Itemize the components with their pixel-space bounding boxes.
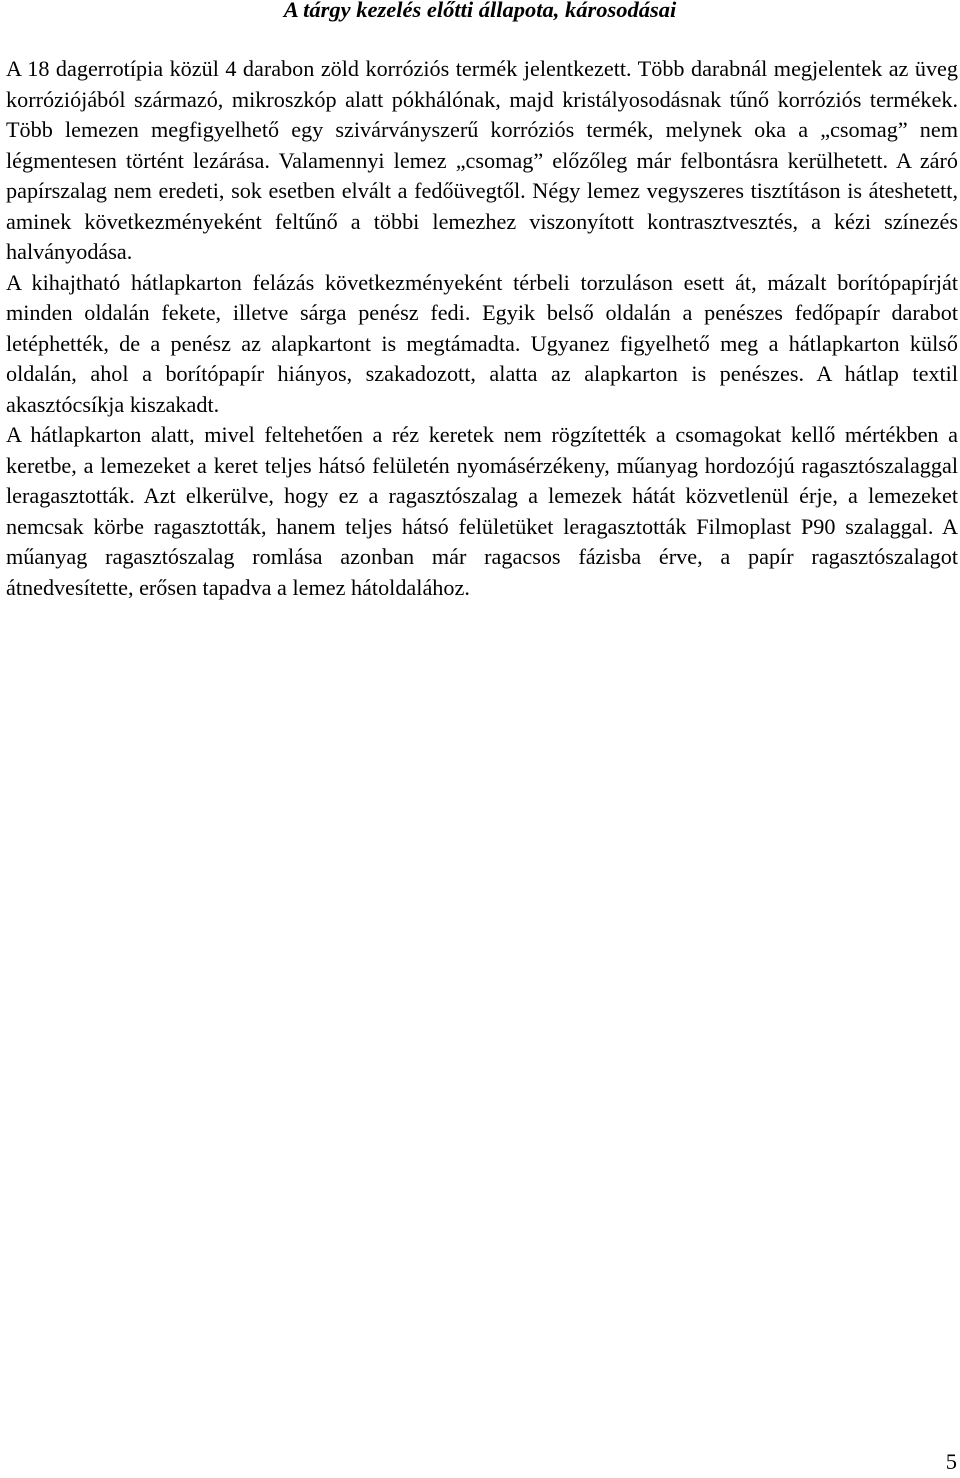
page-title: A tárgy kezelés előtti állapota, károsodásai	[283, 0, 677, 22]
paragraph-backboard-condition: A kihajtható hátlapkarton felázás következményeként térbeli torzuláson esett át, mázalt borítópapírját minden oldalán fekete, illetve sárga penész fedi. Egyik belső oldalán a penészes fedőpapír darabot letéphették, de a penész az alapkartont is megtámadta. Ugyanez figyelhető meg a hátlapkarton külső oldalán, ahol a borítópapír hiányos, szakadozott, alatta az alapkarton is penészes. A hátlap textil akasztócsíkja kiszakadt.	[6, 269, 958, 417]
paragraph-plate-condition: A 18 dagerrotípia közül 4 darabon zöld korróziós termék jelentkezett. Több darabnál megjelentek az üveg korróziójából származó, mikroszkóp alatt pókhálónak, majd kristályosodásnak tűnő korróziós termékek. Több lemezen megfigyelhető egy szivárványszerű korróziós termék, melynek oka a „csomag” nem légmentesen történt lezárása. Valamennyi lemez „csomag” előzőleg már felbontásra kerülhetett. A záró papírszalag nem eredeti, sok esetben elvált a fedőüvegtől. Négy lemez vegyszeres tisztításon is áteshetett, aminek következményeként feltűnő a többi lemezhez viszonyított kontrasztvesztés, a kézi színezés halványodása.	[6, 56, 958, 264]
paragraph-adhesive-tape: A hátlapkarton alatt, mivel feltehetően a réz keretek nem rögzítették a csomagokat kellő mértékben a keretbe, a lemezeket a keret teljes hátsó felületén nyomásérzékeny, műanyag hordozójú ragasztószalaggal leragasztották. Azt elkerülve, hogy ez a ragasztószalag a lemezek hátát közvetlenül érje, a lemezeket nemcsak körbe ragasztották, hanem teljes hátsó felületüket leragasztották Filmoplast P90 szalaggal. A műanyag ragasztószalag romlása azonban már ragacsos fázisba érve, a papír ragasztószalagot átnedvesítette, erősen tapadva a lemez hátoldalához.	[6, 422, 958, 600]
body-text	[6, 54, 958, 603]
page-number: 5	[945, 1449, 957, 1474]
